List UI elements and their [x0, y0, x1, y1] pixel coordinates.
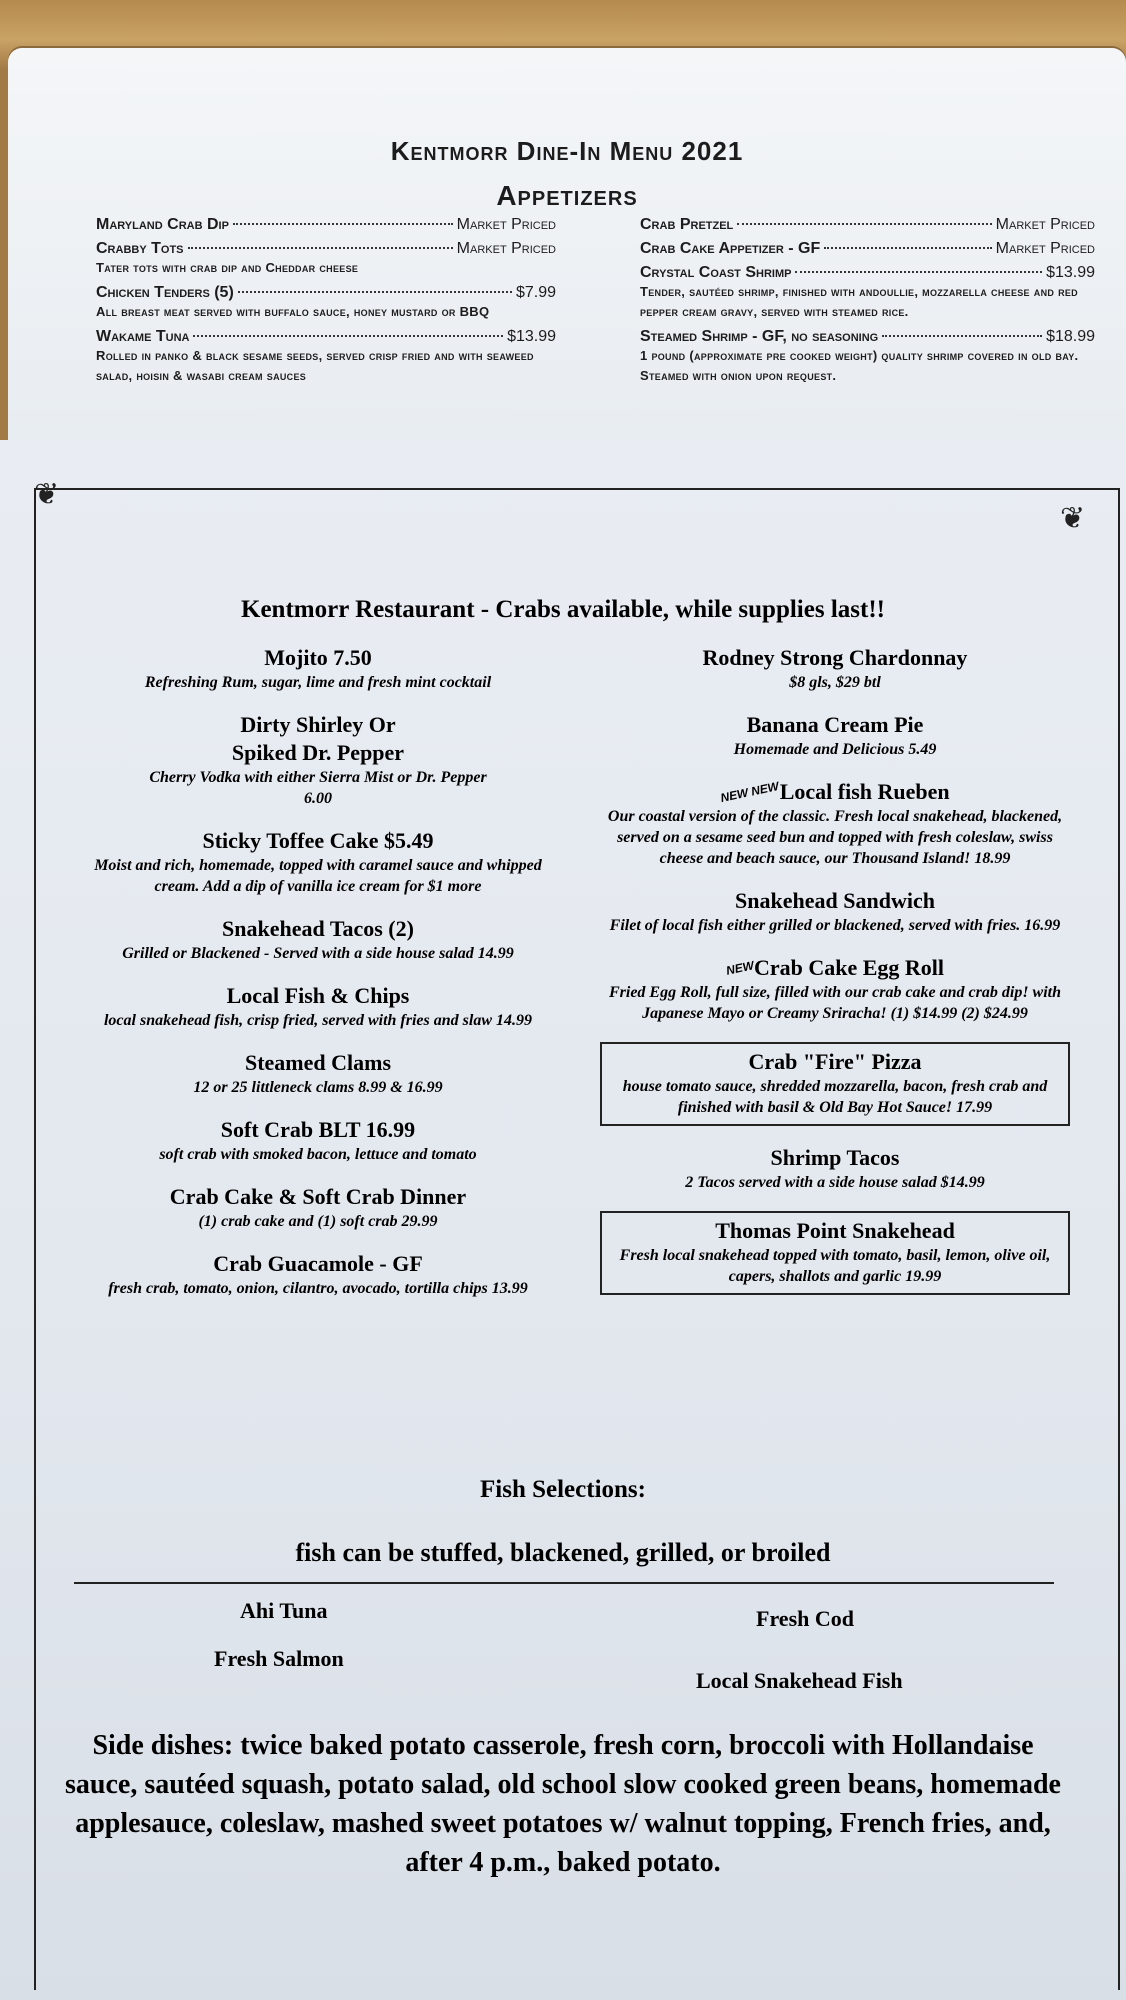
item-description: Moist and rich, homemade, topped with caramel sauce and whipped cream. Add a dip of vanilla ice cream for $1 more	[94, 857, 542, 895]
menu-item-boxed	[600, 1211, 1070, 1295]
item-price: Market Priced	[995, 216, 1095, 233]
menu-item	[88, 1183, 548, 1232]
appetizer-item	[96, 240, 556, 278]
item-description: soft crab with smoked bacon, lettuce and tomato	[159, 1146, 477, 1163]
new-badge: NEW NEW	[719, 778, 781, 806]
item-name: Steamed Shrimp - GF, no seasoning	[640, 328, 879, 345]
fish-option: Fresh Cod	[756, 1606, 854, 1631]
menu-item	[600, 1144, 1070, 1193]
item-name: Crabby Tots	[96, 240, 184, 257]
appetizer-item	[640, 264, 1095, 322]
item-name: Crystal Coast Shrimp	[640, 264, 792, 281]
item-description: $8 gls, $29 btl	[789, 674, 881, 691]
back-menu-title: Kentmorr Dine-In Menu 2021	[390, 136, 744, 166]
back-menu-sheet	[8, 48, 1126, 511]
item-name: Crab Cake Appetizer - GF	[640, 240, 821, 257]
item-price: 6.00	[304, 790, 332, 807]
item-description: Tender, sautéed shrimp, finished with andoullie, mozzarella cheese and red pepper cream gravy, served with steamed rice.	[640, 284, 1078, 319]
appetizer-item	[640, 216, 1095, 234]
item-price: Market Priced	[456, 240, 556, 257]
item-name: Crab Cake & Soft Crab Dinner	[169, 1184, 467, 1209]
item-description: house tomato sauce, shredded mozzarella, bacon, fresh crab and finished with basil & Old Bay Hot Sauce! 17.99	[622, 1078, 1048, 1116]
menu-item	[88, 1116, 548, 1165]
item-price: $13.99	[1046, 264, 1095, 281]
fish-option: Fresh Salmon	[214, 1646, 344, 1671]
item-price: $18.99	[1046, 328, 1095, 345]
menu-item	[600, 887, 1070, 936]
menu-item	[88, 1250, 548, 1299]
item-description: local snakehead fish, crisp fried, served with fries and slaw 14.99	[103, 1012, 532, 1029]
specials-left-column	[88, 644, 548, 1317]
menu-item	[88, 711, 548, 809]
item-name: Thomas Point Snakehead	[715, 1218, 955, 1243]
menu-item	[600, 644, 1070, 693]
item-price: Market Priced	[995, 240, 1095, 257]
item-name: Soft Crab BLT 16.99	[220, 1117, 416, 1142]
appetizers-right-column	[640, 216, 1095, 392]
side-dishes-text: Side dishes: twice baked potato casserole, fresh corn, broccoli with Hollandaise sauce, sautéed squash, potato salad, old school slow cooked green beans, homemade applesauce, coleslaw, mashed sweet potatoes w/ walnut topping, French fries, and, after 4 p.m., baked potato.	[65, 1730, 1061, 1878]
item-name: Shrimp Tacos	[770, 1145, 900, 1170]
item-name-line2: Spiked Dr. Pepper	[231, 740, 405, 765]
item-name: Sticky Toffee Cake $5.49	[202, 828, 434, 853]
item-name: Wakame Tuna	[96, 328, 190, 345]
item-name: Steamed Clams	[244, 1050, 392, 1075]
fish-selections-subheading: fish can be stuffed, blackened, grilled, or broiled	[295, 1538, 831, 1567]
menu-item	[600, 711, 1070, 760]
item-description: Our coastal version of the classic. Fresh local snakehead, blackened, served on a sesame seed bun and topped with fresh coleslaw, swiss cheese and beach sauce, our Thousand Island! 18.99	[607, 808, 1063, 867]
item-name: Crab Guacamole - GF	[213, 1251, 423, 1276]
appetizer-item	[640, 240, 1095, 258]
item-name: Dirty Shirley Or	[240, 712, 396, 737]
item-price: Market Priced	[456, 216, 556, 233]
item-description: Tater tots with crab dip and Cheddar cheese	[96, 260, 359, 275]
item-name: Crab "Fire" Pizza	[748, 1049, 922, 1074]
item-description: Grilled or Blackened - Served with a side house salad 14.99	[122, 945, 514, 962]
specials-right-column	[600, 644, 1070, 1313]
divider	[74, 1582, 1054, 1584]
appetizers-left-column	[96, 216, 556, 392]
item-name: Rodney Strong Chardonnay	[702, 645, 968, 670]
item-price: $7.99	[515, 284, 556, 301]
item-name: Local fish Rueben	[779, 779, 950, 804]
item-description: Rolled in panko & black sesame seeds, served crisp fried and with seaweed salad, hoisin & wasabi cream sauces	[96, 348, 534, 383]
appetizers-heading: Appetizers	[496, 180, 638, 211]
item-description: fresh crab, tomato, onion, cilantro, avocado, tortilla chips 13.99	[108, 1280, 528, 1297]
item-description: Fresh local snakehead topped with tomato, basil, lemon, olive oil, capers, shallots and garlic 19.99	[619, 1247, 1051, 1285]
menu-item	[88, 982, 548, 1031]
flourish-corner-icon: ❦	[34, 478, 60, 511]
menu-item	[88, 644, 548, 693]
item-name: Local Fish & Chips	[226, 983, 410, 1008]
item-name: Chicken Tenders (5)	[96, 284, 234, 301]
item-name: Banana Cream Pie	[746, 712, 924, 737]
item-description: Homemade and Delicious 5.49	[733, 741, 937, 758]
item-description: All breast meat served with buffalo sauce, honey mustard or BBQ	[96, 304, 490, 319]
menu-item	[88, 1049, 548, 1098]
item-name: Mojito 7.50	[264, 645, 372, 670]
item-description: 12 or 25 littleneck clams 8.99 & 16.99	[193, 1079, 443, 1096]
item-name: Maryland Crab Dip	[96, 216, 229, 233]
flourish-corner-icon: ❦	[1060, 502, 1086, 535]
item-description: (1) crab cake and (1) soft crab 29.99	[198, 1213, 438, 1230]
item-description: 2 Tacos served with a side house salad $14.99	[685, 1174, 985, 1191]
item-name: Crab Pretzel	[640, 216, 734, 233]
fish-option: Local Snakehead Fish	[696, 1668, 903, 1693]
item-description: Refreshing Rum, sugar, lime and fresh mint cocktail	[144, 674, 492, 691]
item-description: Filet of local fish either grilled or blackened, served with fries. 16.99	[609, 917, 1061, 934]
fish-option: Ahi Tuna	[240, 1598, 328, 1623]
menu-item-boxed	[600, 1042, 1070, 1126]
menu-item	[600, 778, 1070, 869]
item-name: Crab Cake Egg Roll	[753, 955, 945, 980]
item-price: $13.99	[507, 328, 556, 345]
appetizer-item	[640, 328, 1095, 386]
appetizer-item	[96, 216, 556, 234]
item-description: 1 pound (approximate pre cooked weight) quality shrimp covered in old bay. Steamed with onion upon request.	[640, 348, 1079, 383]
appetizer-item	[96, 284, 556, 322]
item-description: Cherry Vodka with either Sierra Mist or Dr. Pepper	[149, 769, 487, 786]
item-name: Snakehead Sandwich	[735, 888, 935, 913]
item-name: Snakehead Tacos (2)	[222, 916, 414, 941]
menu-item	[88, 915, 548, 964]
menu-item	[600, 954, 1070, 1024]
menu-item	[88, 827, 548, 897]
fish-selections-heading: Fish Selections:	[480, 1476, 646, 1503]
new-badge: NEW	[724, 958, 756, 978]
item-description: Fried Egg Roll, full size, filled with our crab cake and crab dip! with Japanese Mayo or Creamy Sriracha! (1) $14.99 (2) $24.99	[608, 984, 1062, 1022]
appetizer-item	[96, 328, 556, 386]
specials-headline: Kentmorr Restaurant - Crabs available, while supplies last!!	[241, 596, 885, 623]
